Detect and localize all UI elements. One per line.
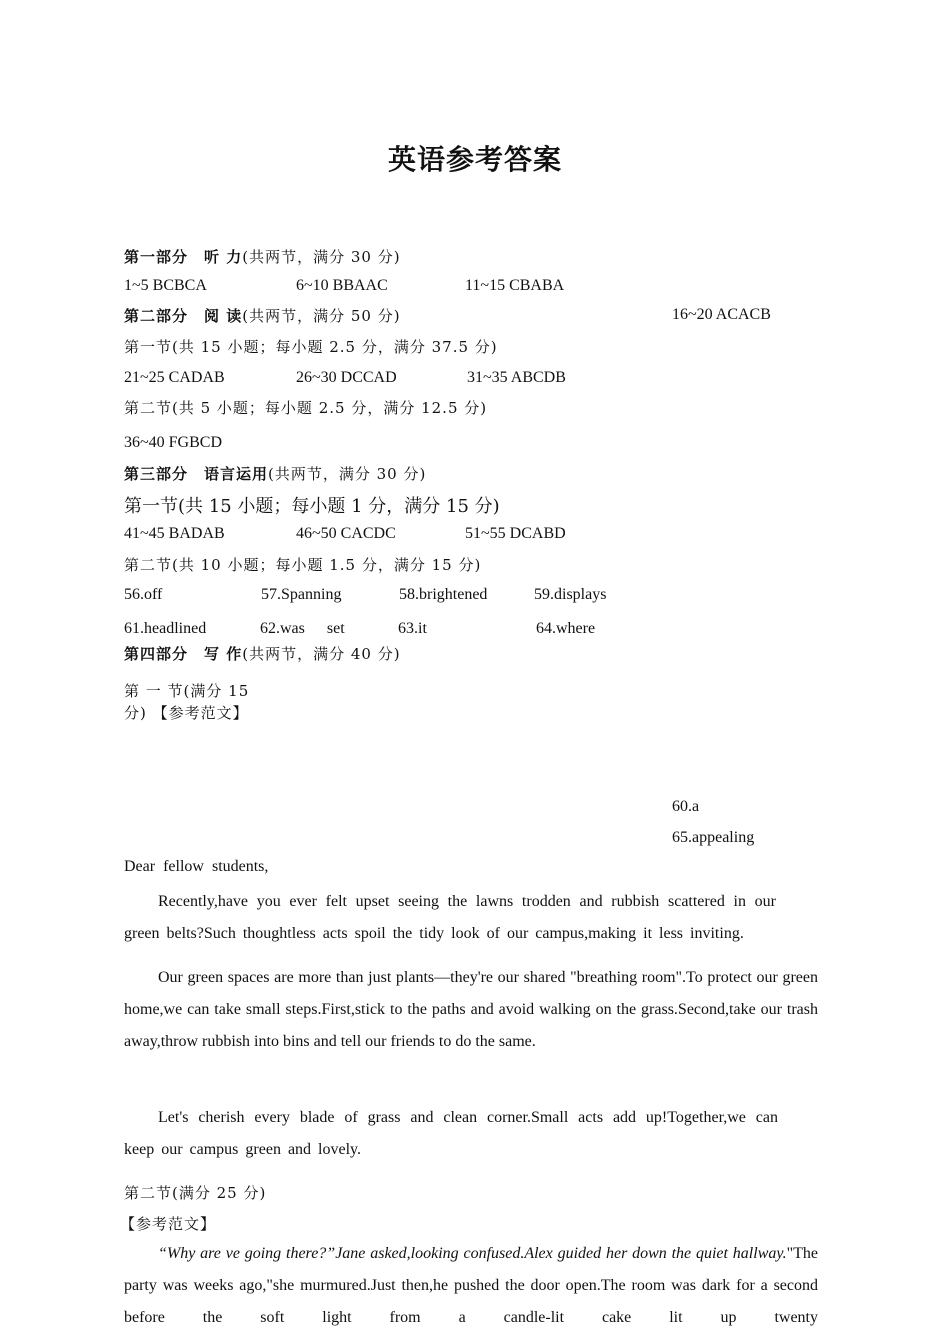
letter-paragraph-3-text: Let's cherish every blade of grass and clean corner.Small acts add up!Together,we can keep our campus green and lovely. [124, 1109, 778, 1158]
answer-41-45: 41~45 BADAB [124, 525, 225, 542]
part3-heading-line [124, 463, 426, 484]
part3-sec1-heading: 第一节(共 15 小题；每小题 1 分，满分 15 分) [124, 496, 500, 517]
part4-sec2-sample-label: 【参考范文】 [120, 1215, 217, 1233]
part4-sec2-heading: 第二节(满分 25 分) [124, 1184, 267, 1202]
story-rest-text: "The party was weeks ago,"she murmured.Just then,he pushed the door open.The room was dark for a second before the soft light from a candle-lit cake lit up twenty [124, 1245, 818, 1326]
answer-62: 62.was set [260, 620, 345, 637]
part2-heading: 第二部分 阅 读 [124, 307, 243, 325]
page-title: 英语参考答案 [387, 143, 562, 176]
part1-heading-line [124, 246, 401, 267]
answer-60: 60.a [672, 798, 700, 815]
part4-note: (共两节，满分 40 分) [242, 645, 401, 663]
story-lead-text: “Why are ve going there?”Jane asked,looking confused.Alex guided her down the quiet hallway. [158, 1245, 787, 1262]
answer-11-15: 11~15 CBABA [465, 277, 565, 294]
part3-heading: 第三部分 语言运用 [124, 465, 269, 483]
answer-59: 59.displays [534, 586, 607, 603]
answer-57: 57.Spanning [261, 586, 342, 603]
answer-65: 65.appealing [672, 829, 755, 846]
answer-16-20: 16~20 ACACB [672, 306, 771, 323]
answer-6-10: 6~10 BBAAC [296, 277, 388, 294]
answer-36-40: 36~40 FGBCD [124, 434, 223, 451]
part1-heading: 第一部分 听 力 [124, 248, 243, 266]
answer-21-25: 21~25 CADAB [124, 369, 225, 386]
answer-58: 58.brightened [399, 586, 488, 603]
answer-46-50: 46~50 CACDC [296, 525, 396, 542]
story-paragraph [124, 1238, 818, 1334]
letter-paragraph-3 [124, 1102, 778, 1166]
part2-heading-line [124, 305, 401, 326]
part4-sec1-sample-label: 分) 【参考范文】 [124, 704, 249, 722]
letter-paragraph-1 [124, 886, 776, 950]
answer-31-35: 31~35 ABCDB [467, 369, 566, 386]
part4-heading-line [124, 643, 401, 664]
part3-note: (共两节，满分 30 分) [268, 465, 427, 483]
part3-sec2-heading: 第二节(共 10 小题；每小题 1.5 分，满分 15 分) [124, 556, 482, 574]
letter-paragraph-1-text: Recently,have you ever felt upset seeing the lawns trodden and rubbish scattered in our green belts?Such thoughtless acts spoil the tidy look of our campus,making it less inviting. [124, 893, 776, 942]
answer-61: 61.headlined [124, 620, 207, 637]
answer-51-55: 51~55 DCABD [465, 525, 566, 542]
part4-heading: 第四部分 写 作 [124, 645, 243, 663]
part2-sec2-heading: 第二节(共 5 小题；每小题 2.5 分，满分 12.5 分) [124, 399, 488, 417]
answer-64: 64.where [536, 620, 596, 637]
part4-sec1-heading: 第 一 节(满分 15 [124, 682, 250, 700]
answer-26-30: 26~30 DCCAD [296, 369, 397, 386]
letter-paragraph-2-text: Our green spaces are more than just plants—they're our shared "breathing room".To protect our green home,we can take small steps.First,stick to the paths and avoid walking on the grass.Second,take our trash away,throw rubbish into bins and tell our friends to do the same. [124, 969, 818, 1050]
answer-63: 63.it [398, 620, 427, 637]
part2-sec1-heading: 第一节(共 15 小题；每小题 2.5 分，满分 37.5 分) [124, 338, 498, 356]
answer-1-5: 1~5 BCBCA [124, 277, 207, 294]
answer-56: 56.off [124, 586, 163, 603]
part1-note: (共两节，满分 30 分) [242, 248, 401, 266]
letter-paragraph-2 [124, 962, 818, 1058]
letter-salutation: Dear fellow students, [124, 858, 269, 875]
part2-note: (共两节，满分 50 分) [242, 307, 401, 325]
